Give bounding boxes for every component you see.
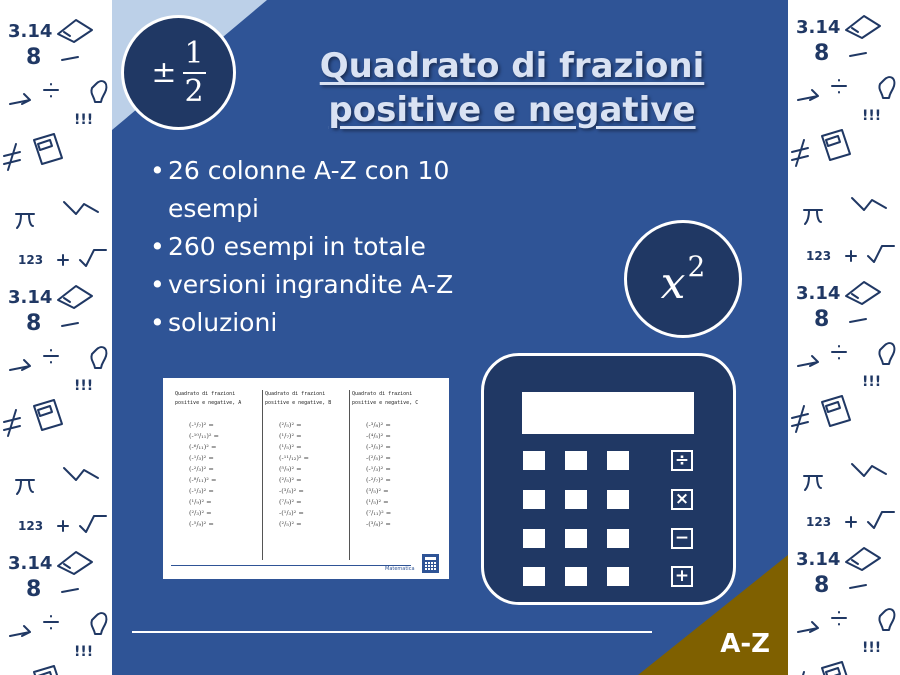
- worksheet-exercise: (⁷/₉)² =: [279, 498, 302, 506]
- worksheet-exercise: (-¹⁰/₁₁)² =: [189, 432, 219, 440]
- doodle-text: 123: [18, 519, 44, 533]
- doodle-text: !!!: [74, 644, 94, 660]
- minus-icon: [62, 323, 78, 326]
- calculator-key: [565, 529, 587, 548]
- ruler-icon: [58, 20, 92, 42]
- doodle-text: !!!: [74, 112, 94, 128]
- lightbulb-icon: [91, 613, 106, 634]
- worksheet-exercise: -(¹/₃)² =: [279, 509, 304, 517]
- worksheet-column-c: [352, 390, 434, 530]
- left-doodle-strip: [0, 0, 112, 675]
- doodle-text: 8: [26, 311, 42, 336]
- divide-icon: [44, 616, 58, 629]
- worksheet-exercise: -(³/₅)² =: [279, 487, 304, 495]
- doodle-pattern-right: [788, 0, 900, 675]
- calculator-icon: [34, 134, 62, 164]
- calculator-icon: [822, 662, 850, 675]
- arrow-icon: [798, 356, 818, 366]
- root-icon: [80, 250, 106, 266]
- worksheet-exercise: (²/₅)² =: [279, 421, 302, 429]
- plus-icon: [846, 517, 856, 527]
- pi-icon: [804, 476, 822, 490]
- page-title: Quadrato di frazioni positive e negative: [319, 46, 705, 130]
- calculator-key: [523, 567, 545, 586]
- worksheet-exercise: (-³/₅)² =: [366, 443, 391, 451]
- worksheet-column-title: Quadrato di frazioni positive e negative, A: [175, 391, 242, 406]
- plus-icon: [58, 255, 68, 265]
- calculator-key: [565, 567, 587, 586]
- calculator-icon: [34, 400, 62, 430]
- pi-icon: [804, 210, 822, 224]
- worksheet-exercise: -(⁴/₅)² =: [366, 432, 391, 440]
- doodle-text: 3.14: [8, 553, 53, 574]
- calculator-icon: [822, 396, 850, 426]
- plus-key-icon: +: [671, 566, 693, 587]
- feature-item: • soluzioni: [150, 304, 510, 342]
- worksheet-exercise: (¹/₅)² =: [366, 498, 389, 506]
- doodle-text: 8: [26, 577, 42, 602]
- doodle-text: 8: [814, 573, 830, 598]
- not-equal-icon: [792, 140, 808, 166]
- lightbulb-icon: [91, 81, 106, 102]
- arrow-icon: [798, 622, 818, 632]
- worksheet-exercise: (-⁵/₉)² =: [189, 520, 214, 528]
- worksheet-exercise: (⁵/₉)² =: [279, 465, 302, 473]
- arrow-icon: [10, 360, 30, 370]
- worksheet-exercise: -(²/₅)² =: [366, 454, 391, 462]
- doodle-text: 8: [814, 41, 830, 66]
- worksheet-exercise: (³/₅)² =: [366, 487, 389, 495]
- check-icon: [64, 468, 98, 480]
- fraction-numerator: 1: [183, 36, 206, 74]
- multiply-key-icon: ×: [671, 489, 693, 510]
- divide-icon: [832, 346, 846, 359]
- doodle-pattern-left: [0, 0, 112, 675]
- doodle-text: !!!: [74, 378, 94, 394]
- worksheet-exercise: (-¹/₃)² =: [366, 465, 391, 473]
- calculator-key: [607, 451, 629, 470]
- calculator-icon: [34, 666, 62, 675]
- worksheet-exercise: (¹/₉)² =: [189, 498, 212, 506]
- calculator-key: [607, 490, 629, 509]
- calculator-key: [565, 490, 587, 509]
- calculator-key: [523, 529, 545, 548]
- divide-icon: [44, 350, 58, 363]
- divide-icon: [832, 612, 846, 625]
- ruler-icon: [846, 548, 880, 570]
- worksheet-calculator-icon: [422, 554, 439, 573]
- worksheet-exercise: -(³/₈)² =: [366, 520, 391, 528]
- doodle-text: 3.14: [796, 549, 841, 570]
- minus-icon: [850, 585, 866, 588]
- calculator-key: [565, 451, 587, 470]
- right-doodle-strip: [788, 0, 900, 675]
- worksheet-preview: [163, 378, 449, 579]
- power-badge: [624, 220, 742, 338]
- divide-key-icon: ÷: [671, 450, 693, 471]
- power-base: x: [660, 257, 686, 309]
- worksheet-exercise: (-¹/₇)² =: [189, 421, 214, 429]
- worksheet-footer: Matematica: [385, 566, 415, 572]
- not-equal-icon: [4, 410, 20, 436]
- cover-panel: [112, 0, 788, 675]
- worksheet-exercise: (-²/₃)² =: [189, 465, 214, 473]
- ruler-icon: [58, 286, 92, 308]
- minus-icon: [62, 57, 78, 60]
- doodle-text: 123: [806, 515, 832, 529]
- worksheet-exercise: (-⁶/₁₁)² =: [189, 443, 217, 451]
- worksheet-exercise: (²/₅)² =: [279, 520, 302, 528]
- check-icon: [64, 202, 98, 214]
- calculator-key: [523, 451, 545, 470]
- minus-icon: [850, 53, 866, 56]
- power-exponent: 2: [687, 249, 706, 283]
- worksheet-divider: [349, 390, 350, 560]
- calculator-key: [523, 490, 545, 509]
- calculator-screen: [522, 392, 694, 434]
- doodle-text: 3.14: [8, 21, 53, 42]
- lightbulb-icon: [879, 343, 894, 364]
- plus-icon: [58, 521, 68, 531]
- arrow-icon: [10, 626, 30, 636]
- check-icon: [852, 464, 886, 476]
- feature-item: • versioni ingrandite A-Z: [150, 266, 510, 304]
- worksheet-column-title: Quadrato di frazioni positive e negative, B: [265, 391, 332, 406]
- lightbulb-icon: [91, 347, 106, 368]
- worksheet-footer-line: [171, 565, 411, 566]
- worksheet-column-title: Quadrato di frazioni positive e negative, C: [352, 391, 419, 406]
- doodle-text: 3.14: [796, 17, 841, 38]
- doodle-text: 123: [18, 253, 44, 267]
- arrow-icon: [10, 94, 30, 104]
- worksheet-exercise: (²/₅)² =: [279, 476, 302, 484]
- arrow-icon: [798, 90, 818, 100]
- worksheet-exercise: (¹/₅)² =: [279, 443, 302, 451]
- doodle-text: !!!: [862, 640, 882, 656]
- calculator-icon: [822, 130, 850, 160]
- plus-icon: [846, 251, 856, 261]
- doodle-text: 123: [806, 249, 832, 263]
- pi-icon: [16, 480, 34, 494]
- divide-icon: [44, 84, 58, 97]
- worksheet-column-b: [265, 390, 347, 530]
- fraction-denominator: 2: [184, 73, 204, 109]
- worksheet-exercise: (-¹/₃)² =: [189, 454, 214, 462]
- fraction-badge: [121, 15, 236, 130]
- doodle-text: !!!: [862, 108, 882, 124]
- minus-icon: [850, 319, 866, 322]
- minus-key-icon: −: [671, 528, 693, 549]
- ruler-icon: [58, 552, 92, 574]
- lightbulb-icon: [879, 77, 894, 98]
- range-label: A-Z: [720, 629, 770, 659]
- divide-icon: [832, 80, 846, 93]
- worksheet-exercise: (²/₃)² =: [189, 509, 212, 517]
- worksheet-exercise: (¹/₇)² =: [279, 432, 302, 440]
- doodle-text: 3.14: [796, 283, 841, 304]
- check-icon: [852, 198, 886, 210]
- feature-list: [150, 152, 510, 342]
- worksheet-exercise: (-¹¹/₁₂)² =: [279, 454, 309, 462]
- lightbulb-icon: [879, 609, 894, 630]
- not-equal-icon: [4, 144, 20, 170]
- worksheet-exercise: (-³/₈)² =: [366, 421, 391, 429]
- plus-minus-sign: ±: [151, 55, 177, 90]
- minus-icon: [62, 589, 78, 592]
- worksheet-divider: [262, 390, 263, 560]
- worksheet-exercise: (-¹/₃)² =: [189, 487, 214, 495]
- worksheet-exercise: (⁷/₁₁)² =: [366, 509, 392, 517]
- doodle-text: 3.14: [8, 287, 53, 308]
- pi-icon: [16, 214, 34, 228]
- calculator-key: [607, 529, 629, 548]
- worksheet-column-a: [175, 390, 257, 530]
- doodle-text: 8: [814, 307, 830, 332]
- doodle-text: 8: [26, 45, 42, 70]
- feature-item: • 260 esempi in totale: [150, 228, 510, 266]
- ruler-icon: [846, 16, 880, 38]
- calculator-key: [607, 567, 629, 586]
- doodle-text: !!!: [862, 374, 882, 390]
- root-icon: [80, 516, 106, 532]
- calculator-icon: [481, 353, 736, 605]
- ruler-icon: [846, 282, 880, 304]
- worksheet-exercise: (-²/₇)² =: [366, 476, 391, 484]
- worksheet-exercise: (-⁸/₁₁)² =: [189, 476, 217, 484]
- bottom-rule: [132, 631, 652, 633]
- not-equal-icon: [792, 406, 808, 432]
- root-icon: [868, 246, 894, 262]
- root-icon: [868, 512, 894, 528]
- feature-item: • 26 colonne A-Z con 10 esempi: [150, 152, 510, 228]
